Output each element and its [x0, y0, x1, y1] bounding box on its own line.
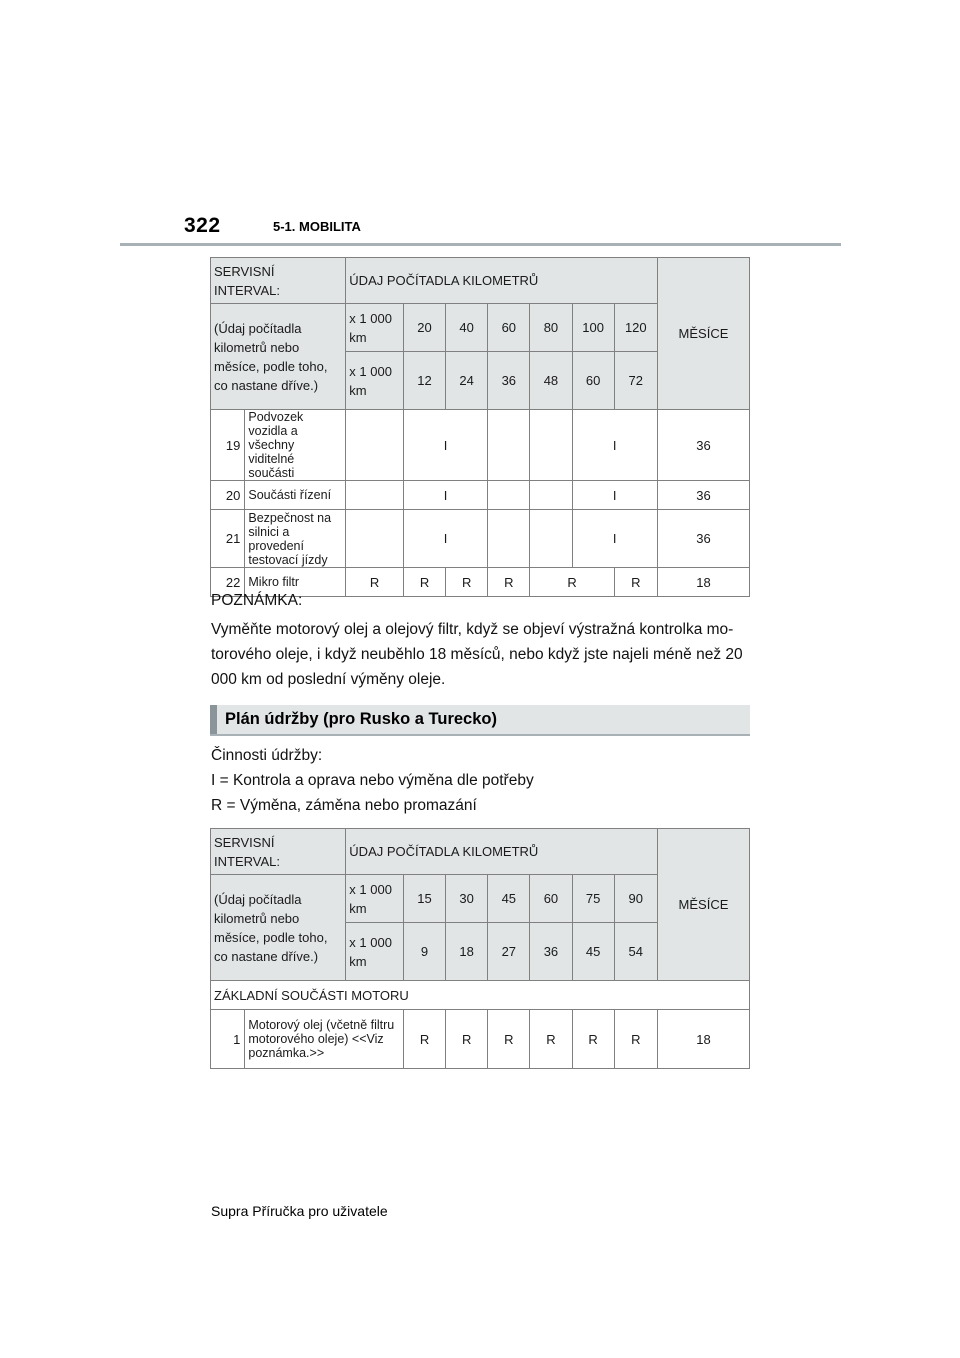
km-value: 60: [488, 304, 530, 352]
table-row: [211, 1010, 750, 1069]
table-row: [211, 410, 750, 481]
km-value: 80: [530, 304, 572, 352]
month-value: 72: [614, 352, 657, 410]
row-cell: I: [572, 481, 657, 510]
row-cell: [530, 510, 572, 568]
row-cell: [488, 481, 530, 510]
month-value: 27: [488, 923, 530, 981]
service-interval-label: SERVISNÍ INTERVAL:: [211, 258, 346, 304]
odometer-label: ÚDAJ POČÍTADLA KILOMETRŮ: [346, 829, 658, 875]
month-value: 18: [446, 923, 488, 981]
row-cell: [346, 481, 404, 510]
row-label: Bezpečnost na silnici a provedení testovací jízdy: [245, 510, 346, 568]
activities-line-r: R = Výměna, záměna nebo promazání: [211, 797, 477, 814]
km-value: 60: [530, 875, 572, 923]
months-label: MĚSÍCE: [657, 258, 749, 410]
row-label: Podvozek vozidla a všechny viditelné součásti: [245, 410, 346, 481]
service-interval-label: SERVISNÍ INTERVAL:: [211, 829, 346, 875]
subsection-banner: [210, 705, 750, 736]
row-months: 18: [657, 1010, 749, 1069]
activities-line-i: I = Kontrola a oprava nebo výměna dle potřeby: [211, 772, 534, 789]
row-number: 21: [211, 510, 245, 568]
month-value: 54: [614, 923, 657, 981]
km-value: 15: [403, 875, 445, 923]
row-cell: R: [488, 568, 530, 597]
row-cell: I: [572, 510, 657, 568]
row-label: Motorový olej (včetně filtru motorového oleje) <<Viz poznámka.>>: [245, 1010, 404, 1069]
row-cell: [346, 510, 404, 568]
km-value: 75: [572, 875, 614, 923]
row-cell: I: [572, 410, 657, 481]
month-value: 36: [530, 923, 572, 981]
km-value: 40: [446, 304, 488, 352]
km-value: 45: [488, 875, 530, 923]
km-value: 120: [614, 304, 657, 352]
km-value: 100: [572, 304, 614, 352]
row-cell: [530, 410, 572, 481]
subsection-title: Plán údržby (pro Rusko a Turecko): [225, 710, 497, 728]
row-cell: I: [403, 481, 487, 510]
footer-text: Supra Příručka pro uživatele: [211, 1203, 388, 1219]
row-cell: R: [446, 1010, 488, 1069]
header-rule: [120, 243, 841, 246]
page-number: 322: [184, 214, 221, 237]
unit-label: x 1 000 km: [346, 304, 404, 352]
km-value: 30: [446, 875, 488, 923]
row-cell: R: [403, 568, 445, 597]
row-cell: R: [530, 568, 614, 597]
unit-label: x 1 000 km: [346, 923, 404, 981]
activities-title: Činnosti údržby:: [211, 747, 323, 764]
note-text: Vyměňte motorový olej a olejový filtr, když se objeví výstražná kontrolka motorového oleje, i když neuběhlo 18 měsíců, nebo když jste najeli méně než 20 000 km od poslední výměny oleje.: [211, 621, 743, 688]
row-cell: R: [572, 1010, 614, 1069]
row-months: 18: [657, 568, 749, 597]
interval-description: (Údaj počítadla kilometrů nebo měsíce, podle toho, co nastane dříve.): [211, 875, 346, 981]
row-months: 36: [657, 481, 749, 510]
row-cell: R: [488, 1010, 530, 1069]
row-cell: I: [403, 510, 487, 568]
table-row: [211, 510, 750, 568]
table-row: [211, 481, 750, 510]
unit-label: x 1 000 km: [346, 875, 404, 923]
row-number: 1: [211, 1010, 245, 1069]
month-value: 48: [530, 352, 572, 410]
banner-accent-bar: [210, 705, 217, 734]
row-number: 19: [211, 410, 245, 481]
row-label: Mikro filtr: [245, 568, 346, 597]
months-label: MĚSÍCE: [657, 829, 749, 981]
interval-description: (Údaj počítadla kilometrů nebo měsíce, podle toho, co nastane dříve.): [211, 304, 346, 410]
month-value: 45: [572, 923, 614, 981]
row-cell: R: [614, 1010, 657, 1069]
month-value: 12: [403, 352, 445, 410]
maintenance-table-2: [210, 828, 750, 1069]
row-number: 20: [211, 481, 245, 510]
row-cell: [488, 410, 530, 481]
row-cell: [488, 510, 530, 568]
km-value: 90: [614, 875, 657, 923]
row-cell: R: [614, 568, 657, 597]
odometer-label: ÚDAJ POČÍTADLA KILOMETRŮ: [346, 258, 658, 304]
row-cell: R: [446, 568, 488, 597]
row-number: 22: [211, 568, 245, 597]
note-title: POZNÁMKA:: [211, 592, 303, 609]
row-cell: R: [403, 1010, 445, 1069]
unit-label: x 1 000 km: [346, 352, 404, 410]
month-value: 9: [403, 923, 445, 981]
month-value: 36: [488, 352, 530, 410]
km-value: 20: [403, 304, 445, 352]
maintenance-table-1: [210, 257, 750, 597]
section-title: 5-1. MOBILITA: [273, 219, 361, 234]
row-cell: R: [346, 568, 404, 597]
month-value: 60: [572, 352, 614, 410]
group-label: ZÁKLADNÍ SOUČÁSTI MOTORU: [211, 981, 750, 1010]
row-months: 36: [657, 510, 749, 568]
row-months: 36: [657, 410, 749, 481]
row-label: Součásti řízení: [245, 481, 346, 510]
row-cell: R: [530, 1010, 572, 1069]
row-cell: I: [403, 410, 487, 481]
month-value: 24: [446, 352, 488, 410]
row-cell: [530, 481, 572, 510]
row-cell: [346, 410, 404, 481]
